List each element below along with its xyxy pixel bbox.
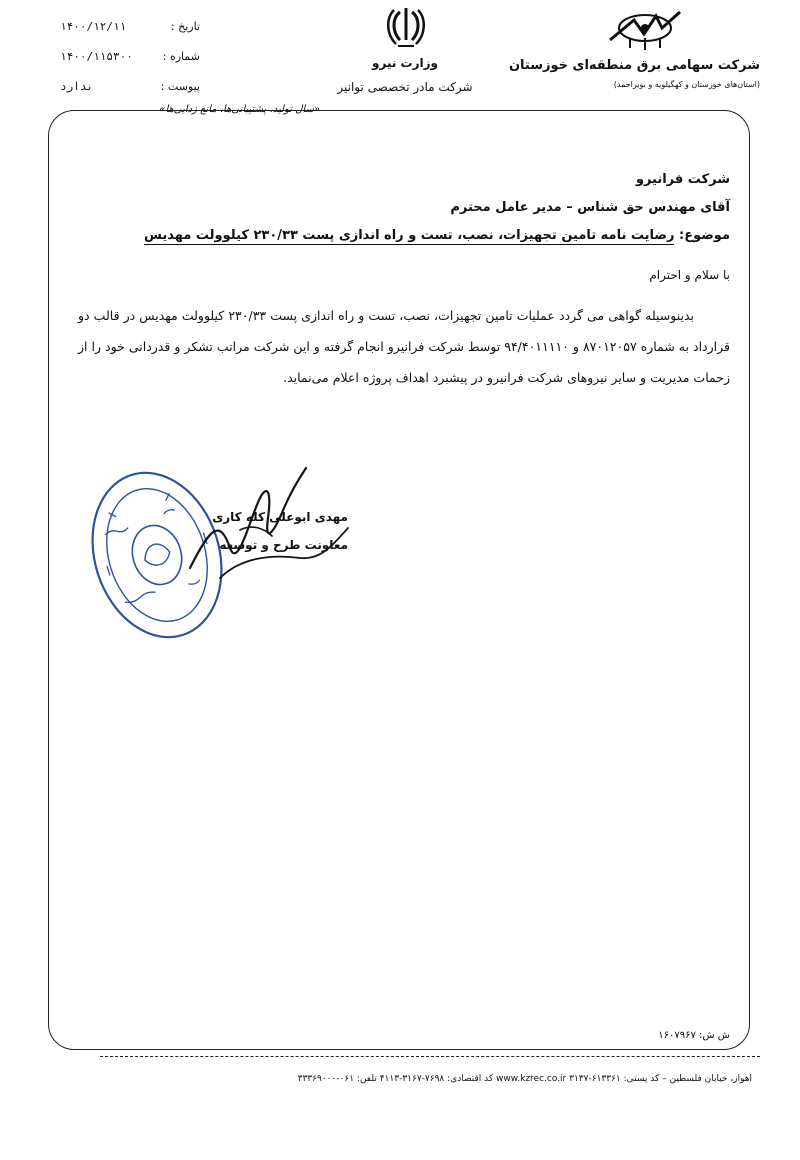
footer-divider (100, 1056, 760, 1057)
holding-company-name: شرکت مادر تخصصی توانیر (337, 80, 473, 94)
recipient: شرکت فرانیرو (635, 172, 730, 187)
reference-code: ش ش: ۱۶۰۷۹۶۷ (658, 1030, 730, 1041)
greeting: با سلام و احترام (649, 268, 730, 282)
subject-line (144, 228, 730, 243)
body-paragraph (78, 300, 730, 393)
attachment-row (60, 80, 200, 100)
date-value: ۱۴۰۰/۱۲/۱۱ (60, 20, 127, 33)
subject-label: موضوع: (679, 228, 730, 243)
footer-address: اهواز، خیابان فلسطین – کد پستی: ۶۱۳۳۶۱-۳۱۳۷ www.kzrec.co.ir کد اقتصادی: ۷۶۹۸-۳۱۶۷-۴۱۱۳ تلفن: ۰۶۱-۳۳۳۶۹۰۰۰ (297, 1074, 752, 1084)
subject-text: رضایت نامه تامین تجهیزات، نصب، تست و راه اندازی پست ۲۳۰/۳۳ کیلوولت مهدیس (143, 228, 675, 243)
handwritten-signature (180, 458, 360, 598)
company-logo (600, 8, 690, 54)
date-row (60, 20, 200, 40)
company-name: شرکت سهامی برق منطقه‌ای خوزستان (508, 58, 760, 73)
signer-name: مهدی ابوعلی کله کاری (212, 510, 348, 524)
ministry-name: وزارت نیرو (372, 56, 438, 70)
signer-title: معاونت طرح و توسعه (219, 538, 348, 552)
number-row (60, 50, 200, 70)
number-label: شماره : (162, 50, 200, 63)
date-label: تاریخ : (170, 20, 200, 33)
company-subtitle: (استان‌های خوزستان و کهگیلویه و بویراحمد) (613, 80, 760, 89)
year-motto: «سال تولید، پشتیبانی‌ها، مانع زدایی‌ها» (159, 104, 320, 115)
attachment-value: ندارد (60, 80, 94, 93)
number-value: ۱۴۰۰/۱۱۵۳۰۰ (60, 50, 133, 63)
body-text: بدینوسیله گواهی می گردد عملیات تامین تجهیزات، نصب، تست و راه اندازی پست ۲۳۰/۳۳ کیلوولت مهدیس در قالب دو قرارداد به شماره ۸۷۰۱۲۰۵۷ و ۹۴/۴۰۱۱۱۱۰ توسط شرکت فرانیرو انجام گرفته و این شرکت مراتب تشکر و قدردانی خود را از زحمات مدیریت و سایر نیروهای شرکت فرانیرو در پیشبرد اهداف پروژه اعلام می‌نماید. (78, 308, 730, 385)
national-emblem-icon (386, 6, 426, 48)
attachment-label: پیوست : (160, 80, 200, 93)
addressee: آقای مهندس حق شناس – مدیر عامل محترم (450, 200, 730, 215)
